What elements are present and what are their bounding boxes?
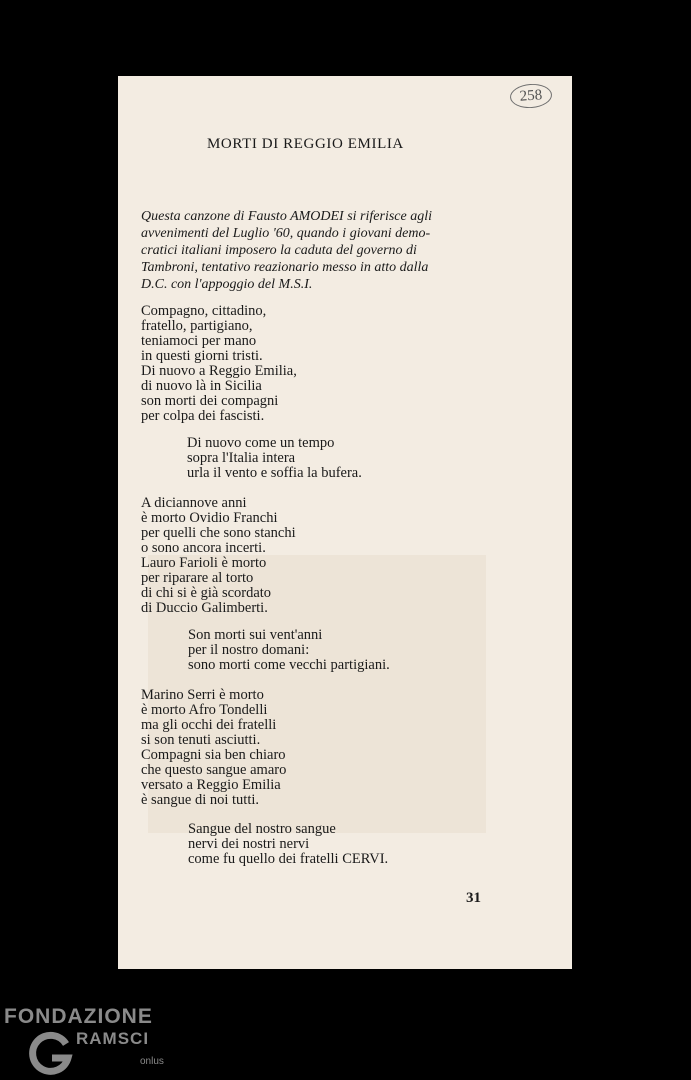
intro-line: Questa canzone di Fausto AMODEI si riferisce agli [141,209,432,224]
logo-suffix: onlus [140,1056,164,1067]
verse-line: sono morti come vecchi partigiani. [188,657,390,673]
verse-line: Son morti sui vent'anni [188,627,323,643]
verse-line: nervi dei nostri nervi [188,836,310,852]
stanza-6-refrain [188,822,388,867]
intro-line: avvenimenti del Luglio '60, quando i giovani demo- [141,226,431,241]
verse-line: ma gli occhi dei fratelli [141,717,277,733]
intro-line: cratici italiani imposero la caduta del governo di [141,243,417,258]
verse-line: è morto Afro Tondelli [141,702,268,718]
verse-line: Di nuovo come un tempo [187,435,335,451]
verse-line: teniamoci per mano [141,333,257,349]
verse-line: Compagni sia ben chiaro [141,747,286,763]
stanza-2-refrain [187,436,362,481]
stanza-4-refrain [188,628,390,673]
verse-line: fratello, partigiano, [141,318,253,334]
verse-line: A diciannove anni [141,495,247,511]
page-number: 31 [466,890,481,906]
stanza-5 [141,688,286,808]
verse-line: Sangue del nostro sangue [188,821,336,837]
stanza-3 [141,496,296,616]
logo-text-top: FONDAZIONE [4,1005,153,1028]
verse-line: come fu quello dei fratelli CERVI. [188,851,389,867]
verse-line: versato a Reggio Emilia [141,777,281,793]
page-title: MORTI DI REGGIO EMILIA [207,136,404,152]
verse-line: Compagno, cittadino, [141,303,267,319]
verse-line: di nuovo là in Sicilia [141,378,262,394]
intro-paragraph [141,208,481,293]
verse-line: che questo sangue amaro [141,762,287,778]
intro-line: Tambroni, tentativo reazionario messo in atto dalla [141,260,429,275]
verse-line: per colpa dei fascisti. [141,408,265,424]
verse-line: Di nuovo a Reggio Emilia, [141,363,297,379]
verse-line: per riparare al torto [141,570,254,586]
verse-line: Lauro Farioli è morto [141,555,267,571]
archive-number: 258 [509,83,553,110]
verse-line: Marino Serri è morto [141,687,264,703]
verse-line: si son tenuti asciutti. [141,732,261,748]
logo-g-icon [26,1028,74,1076]
verse-line: di chi si è già scordato [141,585,272,601]
verse-line: son morti dei compagni [141,393,279,409]
verse-line: in questi giorni tristi. [141,348,263,364]
intro-line: D.C. con l'appoggio del M.S.I. [141,277,313,292]
verse-line: è morto Ovidio Franchi [141,510,278,526]
fondazione-gramsci-logo [4,1005,174,1075]
verse-line: per quelli che sono stanchi [141,525,296,541]
verse-line: o sono ancora incerti. [141,540,266,556]
verse-line: è sangue di noi tutti. [141,792,259,808]
verse-line: sopra l'Italia intera [187,450,296,466]
verse-line: di Duccio Galimberti. [141,600,268,616]
verse-line: per il nostro domani: [188,642,310,658]
stanza-1 [141,304,297,424]
logo-text-bottom: RAMSCI [76,1029,150,1048]
verse-line: urla il vento e soffia la bufera. [187,465,362,481]
